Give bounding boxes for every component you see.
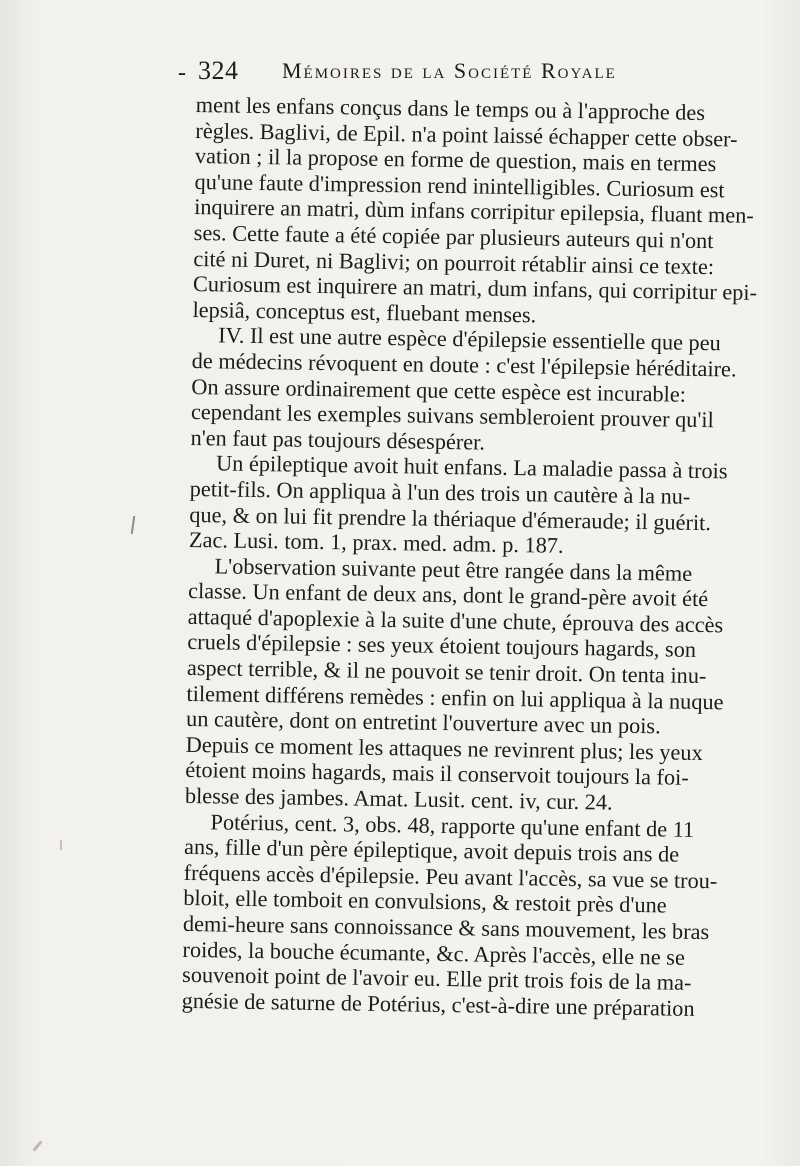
text-line: lepsiâ, conceptus est, fluebant menses. bbox=[192, 296, 537, 328]
paragraph-1 bbox=[192, 92, 776, 331]
text-line: de médecins révoquent en doute : c'est l'épilepsie héréditaire. bbox=[191, 347, 737, 382]
text-line: n'en faut pas toujours désespérer. bbox=[190, 424, 486, 455]
running-title: Mémoires de la Société Royale bbox=[282, 58, 617, 83]
text-line: petit-fils. On appliqua à l'un des trois un cautère à la nu- bbox=[189, 475, 691, 509]
text-line: gnésie de saturne de Potérius, c'est-à-dire une préparation bbox=[181, 987, 695, 1021]
text-line: ment les enfans conçus dans le temps ou à l'approche des bbox=[195, 92, 706, 125]
paragraph-4 bbox=[185, 553, 769, 818]
text-line: étoient moins hagards, mais il conservoit toujours la foi- bbox=[185, 757, 689, 791]
text-line: vation ; il la propose en forme de question, mais en termes bbox=[194, 143, 717, 177]
text-line: aspect terrible, & il ne pouvoit se tenir droit. On tenta inu- bbox=[186, 654, 707, 689]
text-line: ans, fille d'un père épileptique, avoit depuis trois ans de bbox=[183, 834, 680, 867]
ink-smudge bbox=[131, 516, 135, 534]
header-dash: - bbox=[178, 60, 186, 86]
text-line: règles. Baglivi, de Epil. n'a point laissé échapper cette obser- bbox=[195, 117, 738, 152]
text-line: cité ni Duret, ni Baglivi; on pourroit rétablir ainsi ce texte: bbox=[193, 245, 715, 279]
paragraph-5 bbox=[182, 809, 765, 1023]
ink-smudge bbox=[60, 840, 62, 850]
text-line: Depuis ce moment les attaques ne revinrent plus; les yeux bbox=[185, 731, 703, 765]
text-line: cependant les exemples suivans sembleroient prouver qu'il bbox=[190, 399, 715, 433]
text-line: Curiosum est inquirere an matri, dum infans, qui corripitur epi- bbox=[192, 271, 758, 305]
text-line: Potérius, cent. 3, obs. 48, rapporte qu'une enfant de 11 bbox=[210, 808, 695, 842]
body-text bbox=[182, 92, 776, 1022]
text-line: que, & on lui fit prendre la thériaque d'émeraude; il guérit. bbox=[189, 501, 712, 535]
text-line: ses. Cette faute a été copiée par plusieurs auteurs qui n'ont bbox=[193, 219, 714, 254]
text-line: attaqué d'apoplexie à la suite d'une chute, éprouva des accès bbox=[187, 603, 724, 638]
ink-smudge bbox=[32, 1140, 42, 1151]
page-header bbox=[178, 56, 778, 90]
text-line: bloit, elle tomboit en convulsions, & restoit près d'une bbox=[183, 885, 667, 918]
text-line: Zac. Lusi. tom. 1, prax. med. adm. p. 187. bbox=[188, 527, 564, 558]
paragraph-2 bbox=[190, 322, 772, 459]
text-line: souvenoit point de l'avoir eu. Elle prit trois fois de la ma- bbox=[181, 962, 692, 996]
text-line: Un épileptique avoit huit enfans. La maladie passa à trois bbox=[215, 450, 728, 484]
text-line: tilement différens remèdes : enfin on lui appliqua à la nuque bbox=[186, 680, 724, 715]
text-line: fréquens accès d'épilepsie. Peu avant l'accès, sa vue se trou- bbox=[183, 859, 718, 894]
text-line: IV. Il est une autre espèce d'épilepsie essentielle que peu bbox=[217, 322, 721, 356]
text-line: un cautère, dont on entretint l'ouverture avec un pois. bbox=[185, 706, 661, 739]
text-line: inquirere an matri, dùm infans corripitur epilepsia, fluant men- bbox=[193, 194, 755, 229]
text-line: roides, la bouche écumante, &c. Après l'accès, elle ne se bbox=[182, 936, 686, 970]
text-line: On assure ordinairement que cette espèce est incurable: bbox=[191, 373, 687, 407]
paragraph-3 bbox=[189, 450, 771, 561]
page-number: 324 bbox=[198, 56, 239, 85]
text-line: classe. Un enfant de deux ans, dont le grand-père avoit été bbox=[187, 578, 709, 612]
text-line: demi-heure sans connoissance & sans mouvement, les bras bbox=[182, 910, 710, 945]
text-line: blesse des jambes. Amat. Lusit. cent. iv, cur. 24. bbox=[184, 782, 613, 815]
text-line: qu'une faute d'impression rend inintelligibles. Curiosum est bbox=[194, 168, 725, 203]
text-line: L'observation suivante peut être rangée dans la même bbox=[214, 553, 693, 586]
text-line: cruels d'épilepsie : ses yeux étoient toujours hagards, son bbox=[187, 629, 697, 663]
